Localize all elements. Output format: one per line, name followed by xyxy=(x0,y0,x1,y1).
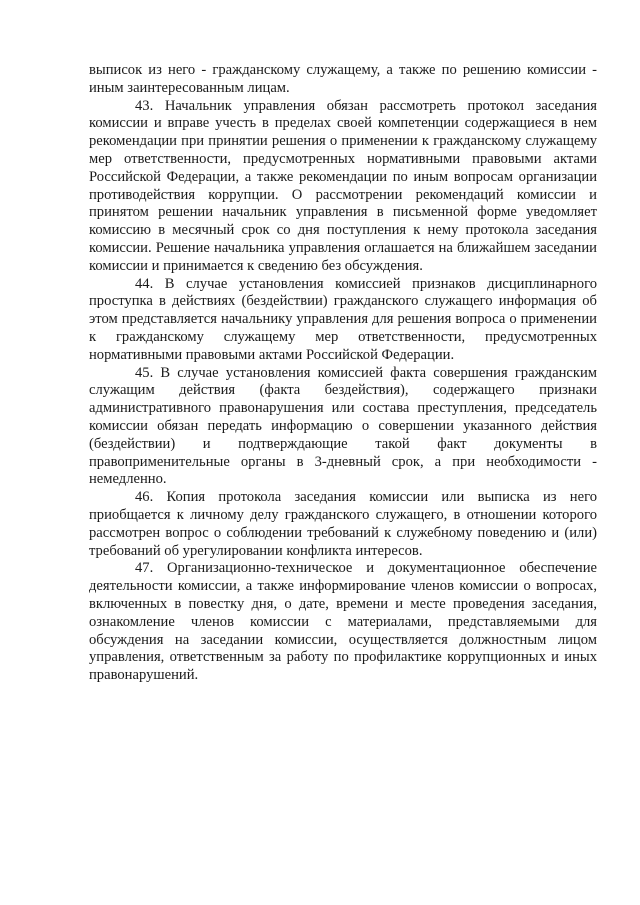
paragraph-47: 47. Организационно-техническое и документационное обеспечение деятельности комиссии, а также информирование членов комиссии о вопросах, включенных в повестку дня, о дате, времени и месте проведения заседания, ознакомление членов комиссии с материалами, представляемыми для обсуждения на заседании комиссии, осуществляется должностным лицом управления, ответственным за работу по профилактике коррупционных и иных правонарушений. xyxy=(89,560,597,684)
document-page xyxy=(89,62,597,685)
paragraph-43: 43. Начальник управления обязан рассмотреть протокол заседания комиссии и вправе учесть в пределах своей компетенции содержащиеся в нем рекомендации при принятии решения о применении к гражданскому служащему мер ответственности, предусмотренных нормативными правовыми актами Российской Федерации, а также рекомендации по иным вопросам организации противодействия коррупции. О рассмотрении рекомендаций комиссии и принятом решении начальник управления в письменной форме уведомляет комиссию в месячный срок со дня поступления к нему протокола заседания комиссии. Решение начальника управления оглашается на ближайшем заседании комиссии и принимается к сведению без обсуждения. xyxy=(89,97,597,274)
paragraph-45: 45. В случае установления комиссией факта совершения гражданским служащим действия (факта бездействия), содержащего признаки административного правонарушения или состава преступления, председатель комиссии обязан передать информацию о совершении указанного действия (бездействии) и подтверждающие такой факт документы в правоприменительные органы в 3-дневный срок, а при необходимости - немедленно. xyxy=(89,364,597,488)
paragraph-44: 44. В случае установления комиссией признаков дисциплинарного проступка в действиях (бездействии) гражданского служащего информация об этом представляется начальнику управления для решения вопроса о применении к гражданскому служащему мер ответственности, предусмотренных нормативными правовыми актами Российской Федерации. xyxy=(89,275,597,363)
paragraph-continuation: выписок из него - гражданскому служащему, а также по решению комиссии - иным заинтересованным лицам. xyxy=(89,62,597,96)
paragraph-46: 46. Копия протокола заседания комиссии или выписка из него приобщается к личному делу гражданского служащего, в отношении которого рассмотрен вопрос о соблюдении требований к служебному поведению и (или) требований об урегулировании конфликта интересов. xyxy=(89,489,597,559)
